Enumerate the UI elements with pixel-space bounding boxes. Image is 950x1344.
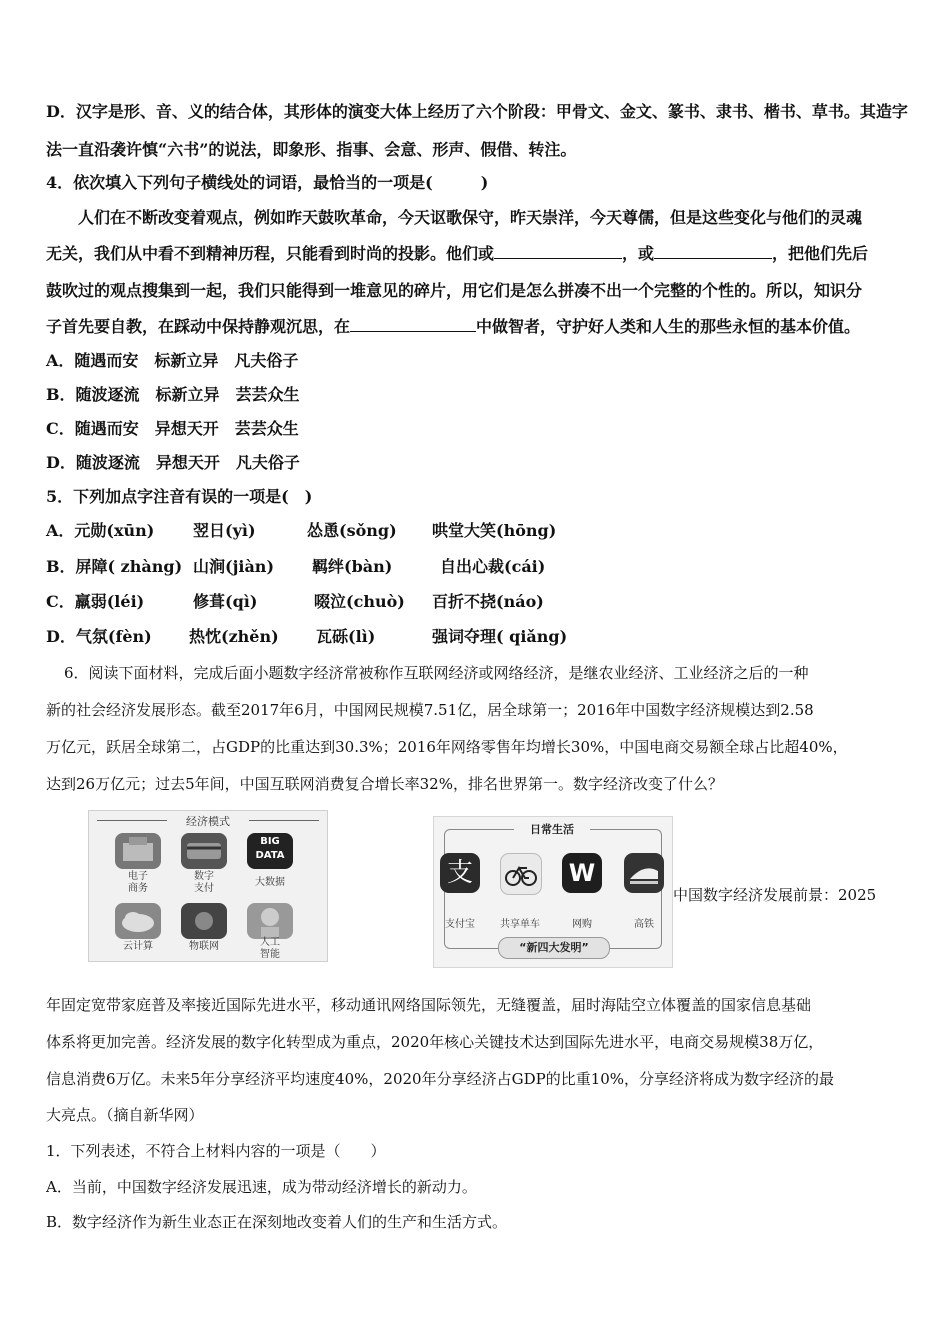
- blank-1: [494, 242, 622, 259]
- online-shopping-icon: W: [562, 853, 602, 893]
- q5-d-4: 强词夺理( qiǎng): [432, 627, 568, 646]
- q6-line4: 达到26万亿元；过去5年间，中国互联网消费复合增长率32%，排名世界第一。数字经济改变了什么？: [46, 775, 723, 793]
- figure1-label: 大数据: [255, 877, 285, 888]
- q4-para-line1: 人们在不断改变着观点，例如昨天鼓吹革命，今天讴歌保守，昨天崇洋，今天尊儒，但是这些变化与他们的灵魂: [78, 208, 863, 227]
- q4-option-d: D．随波逐流 异想天开 凡夫俗子: [46, 453, 300, 472]
- q4-para-line2: [46, 242, 868, 265]
- q5-c-4: 百折不挠(náo): [432, 592, 544, 611]
- q6-line7: 信息消费6万亿。未来5年分享经济平均速度40%，2020年分享经济占GDP的比重10%，分享经济将成为数字经济的最: [46, 1070, 835, 1088]
- figure1-label: 人工 智能: [260, 937, 280, 960]
- e-commerce-icon: [115, 833, 161, 869]
- q4-option-c: C．随遇而安 异想天开 芸芸众生: [46, 419, 299, 438]
- q4-text: 无关，我们从中看不到精神历程，只能看到时尚的投影。他们或: [46, 244, 495, 263]
- q4-option-b: B．随波逐流 标新立异 芸芸众生: [46, 385, 300, 404]
- q5-a-3: 怂恿(sǒng): [307, 521, 397, 540]
- q5-b-4: 自出心裁(cái): [440, 557, 546, 576]
- blank-2: [654, 242, 772, 259]
- bike-icon: [500, 853, 542, 895]
- digital-payment-icon: [181, 833, 227, 869]
- figure1-label: 电子 商务: [128, 871, 148, 894]
- figure1-title: 经济模式: [186, 815, 230, 828]
- q6-sub1-option-a: A．当前，中国数字经济发展迅速，成为带动经济增长的新动力。: [46, 1178, 477, 1196]
- q4-text: 中做智者，守护好人类和人生的那些永恒的基本价值。: [476, 317, 861, 336]
- figure1-label: 物联网: [189, 941, 219, 952]
- iot-icon: [181, 903, 227, 939]
- figure2-label: 共享单车: [500, 919, 540, 930]
- ai-robot-icon: [247, 903, 293, 939]
- q5-c-1: C．羸弱(léi): [46, 592, 145, 611]
- q4-stem: 4．依次填入下列句子横线处的词语，最恰当的一项是( ): [46, 173, 489, 192]
- q5-b-1: B．屏障( zhàng): [46, 557, 183, 576]
- figure1-label: 云计算: [123, 941, 153, 952]
- q4-text: ，或: [622, 244, 655, 263]
- q4-option-a: A．随遇而安 标新立异 凡夫俗子: [46, 351, 299, 370]
- q6-line5: 年固定宽带家庭普及率接近国际先进水平，移动通讯网络国际领先，无缝覆盖，届时海陆空立体覆盖的国家信息基础: [46, 996, 812, 1014]
- figure2-footer: “新四大发明”: [498, 937, 610, 959]
- q5-a-1: A．元勋(xūn): [46, 521, 155, 540]
- q6-beside-figure: 中国数字经济发展前景：2025: [673, 886, 877, 904]
- q5-d-3: 瓦砾(lì): [316, 627, 376, 646]
- high-speed-rail-icon: [624, 853, 664, 893]
- q5-c-2: 修葺(qì): [193, 592, 258, 611]
- q5-b-3: 羁绊(bàn): [312, 557, 393, 576]
- q6-sub1-stem: 1．下列表述，不符合上材料内容的一项是（ ）: [46, 1142, 386, 1160]
- q5-a-2: 翌日(yì): [193, 521, 256, 540]
- cloud-computing-icon: [115, 903, 161, 939]
- q6-line6: 体系将更加完善。经济发展的数字化转型成为重点，2020年核心关键技术达到国际先进水平，电商交易规模38万亿，: [46, 1033, 824, 1051]
- q6-line1: 6．阅读下面材料，完成后面小题数字经济常被称作互联网经济或网络经济，是继农业经济、工业经济之后的一种: [64, 664, 809, 682]
- q4-para-line4: [46, 315, 860, 338]
- q6-line3: 万亿元，跃居全球第二，占GDP的比重达到30.3%；2016年网络零售年均增长30%，中国电商交易额全球占比超40%，: [46, 738, 848, 756]
- figure2-label: 支付宝: [445, 919, 475, 930]
- q4-text: 子首先要自教，在踩动中保持静观沉思，在: [46, 317, 351, 336]
- q5-stem: 5．下列加点字注音有误的一项是( ): [46, 487, 313, 506]
- q6-line8: 大亮点。（摘自新华网）: [46, 1106, 204, 1124]
- q5-d-1: D．气氛(fèn): [46, 627, 152, 646]
- q6-line2: 新的社会经济发展形态。截至2017年6月，中国网民规模7.51亿，居全球第一；2016年中国数字经济规模达到2.58: [46, 701, 814, 719]
- q5-c-3: 啜泣(chuò): [314, 592, 405, 611]
- q5-a-4: 哄堂大笑(hōng): [432, 521, 557, 540]
- alipay-icon: 支: [440, 853, 480, 893]
- figure1-label: 数字 支付: [194, 871, 214, 894]
- figure2-label: 高铁: [634, 919, 654, 930]
- q5-d-2: 热忱(zhěn): [189, 627, 279, 646]
- big-data-icon: BIG DATA: [247, 833, 293, 869]
- option-d-line2: 法一直沿袭许慎“六书”的说法，即象形、指事、会意、形声、假借、转注。: [46, 140, 577, 159]
- blank-3: [350, 315, 476, 332]
- figure2-title: 日常生活: [514, 821, 590, 837]
- q4-para-line3: 鼓吹过的观点搜集到一起，我们只能得到一堆意见的碎片，用它们是怎么拼凑不出一个完整的个性的。所以，知识分: [46, 281, 863, 300]
- q6-sub1-option-b: B．数字经济作为新生业态正在深刻地改变着人们的生产和生活方式。: [46, 1213, 508, 1231]
- figure-economic-models: [88, 810, 328, 962]
- option-d-line1: D．汉字是形、音、义的结合体，其形体的演变大体上经历了六个阶段：甲骨文、金文、篆书、隶书、楷书、草书。其造字: [46, 102, 908, 121]
- figure-daily-life: [433, 816, 673, 968]
- q4-text: ，把他们先后: [772, 244, 869, 263]
- q5-b-2: 山涧(jiàn): [193, 557, 275, 576]
- figure2-label: 网购: [572, 919, 592, 930]
